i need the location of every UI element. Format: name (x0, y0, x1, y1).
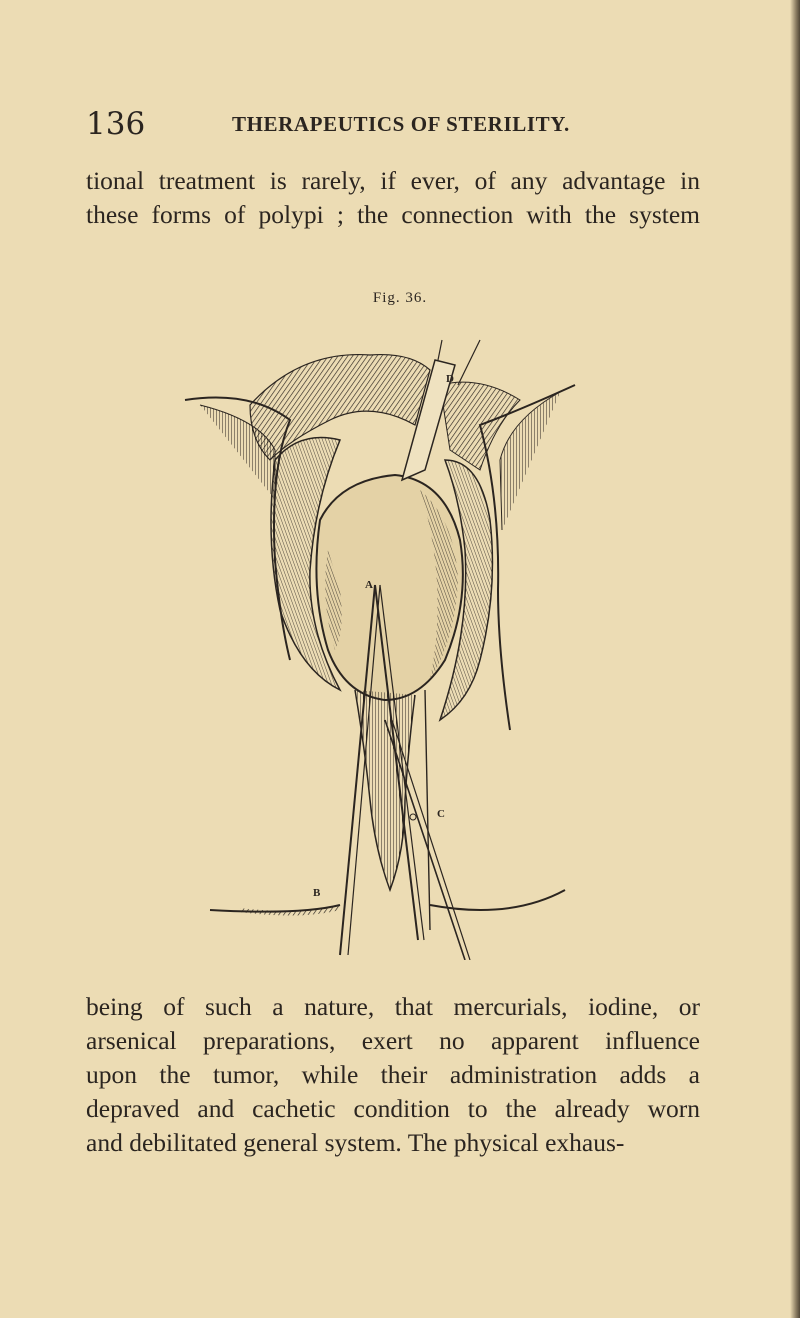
anatomical-illustration (180, 330, 600, 960)
page-number: 136 (86, 106, 146, 142)
text-line: being of such a nature, that mercurials, iodine, or (86, 992, 700, 1021)
figure-label-a: A (365, 579, 373, 591)
text-line: these forms of polypi ; the connection with the system (86, 200, 700, 229)
figure-label-b: B (313, 887, 321, 899)
running-head (86, 104, 706, 144)
text-line: arsenical preparations, exert no apparent influence (86, 1026, 700, 1055)
ecraseur-wire-2 (392, 720, 470, 960)
text-line: tional treatment is rarely, if ever, of any advantage in (86, 166, 700, 195)
instrument-ring (410, 814, 416, 820)
text-line: and debilitated general system. The physical exhaus- (86, 1128, 625, 1157)
paragraph-top (86, 164, 700, 232)
figure-label-d: D (446, 373, 454, 385)
figure-label-c: C (437, 808, 445, 820)
text-line: upon the tumor, while their administration adds a (86, 1060, 700, 1089)
pubic-hair (250, 355, 430, 460)
figure-caption: Fig. 36. (372, 290, 428, 306)
text-line: depraved and cachetic condition to the already worn (86, 1094, 700, 1123)
ecraseur-rod (425, 690, 430, 930)
running-title: THERAPEUTICS OF STERILITY. (232, 112, 570, 136)
page-edge-shadow (790, 0, 800, 1318)
paragraph-bottom (86, 990, 700, 1160)
